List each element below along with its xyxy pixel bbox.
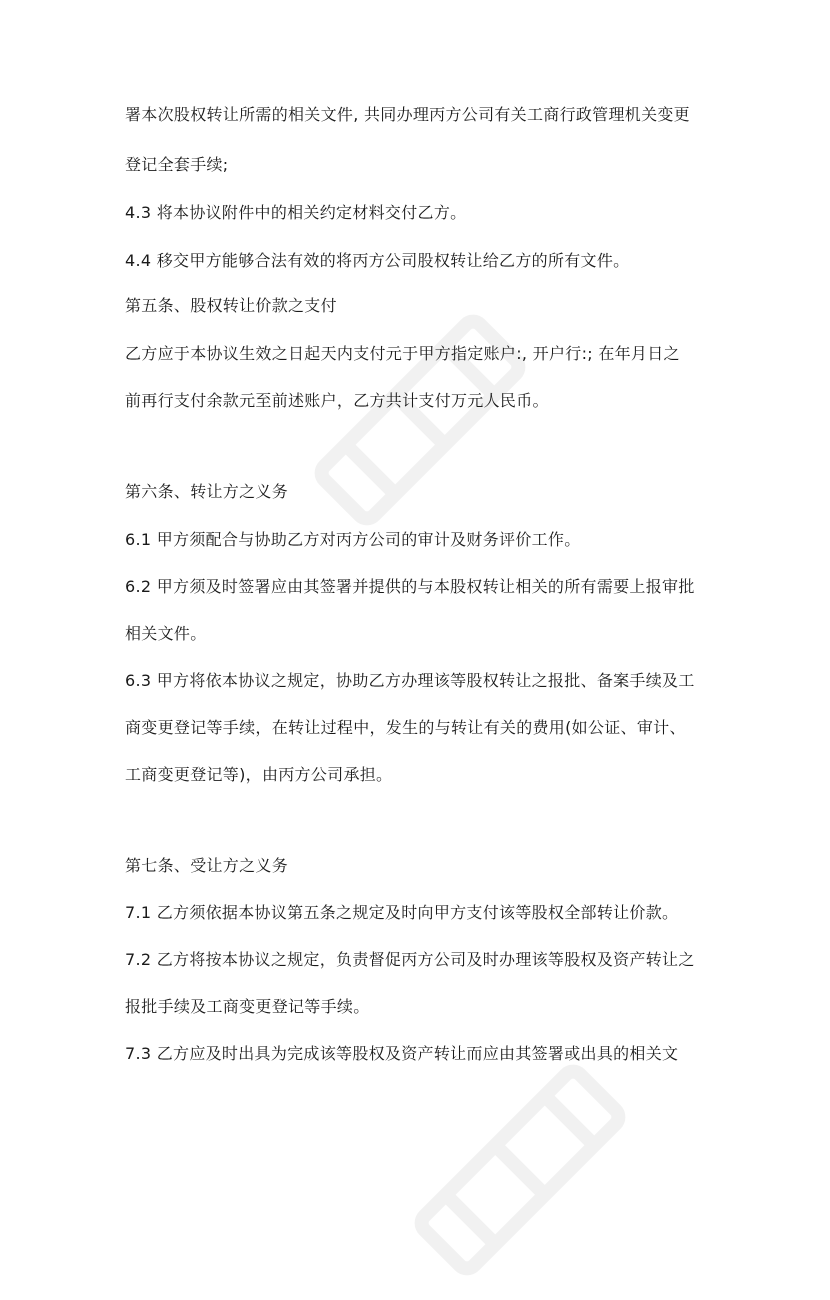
list-item-7-1: 7.1 乙方须依据本协议第五条之规定及时向甲方支付该等股权全部转让价款。 xyxy=(125,903,679,922)
section-heading-6: 第六条、转让方之义务 xyxy=(125,482,289,501)
body-text-line: 前再行支付余款元至前述账户，乙方共计支付万元人民币。 xyxy=(125,391,549,410)
body-text-line: 乙方应于本协议生效之日起天内支付元于甲方指定账户:, 开户行:; 在年月日之 xyxy=(125,344,680,363)
list-item-7-2: 7.2 乙方将按本协议之规定，负责督促丙方公司及时办理该等股权及资产转让之 xyxy=(125,950,695,969)
watermark-logo-icon xyxy=(290,290,550,550)
body-text-line: 报批手续及工商变更登记等手续。 xyxy=(125,997,370,1016)
section-heading-5: 第五条、股权转让价款之支付 xyxy=(125,296,337,315)
list-item-4-4: 4.4 移交甲方能够合法有效的将丙方公司股权转让给乙方的所有文件。 xyxy=(125,251,630,270)
body-text-line: 登记全套手续; xyxy=(125,155,229,174)
body-text-line: 工商变更登记等)，由丙方公司承担。 xyxy=(125,765,393,784)
list-item-6-3: 6.3 甲方将依本协议之规定，协助乙方办理该等股权转让之报批、备案手续及工 xyxy=(125,671,695,690)
list-item-7-3: 7.3 乙方应及时出具为完成该等股权及资产转让而应由其签署或出具的相关文 xyxy=(125,1044,679,1063)
list-item-4-3: 4.3 将本协议附件中的相关约定材料交付乙方。 xyxy=(125,203,467,222)
body-text-line: 商变更登记等手续，在转让过程中，发生的与转让有关的费用(如公证、审计、 xyxy=(125,718,686,737)
body-text-line: 署本次股权转让所需的相关文件, 共同办理丙方公司有关工商行政管理机关变更 xyxy=(125,105,690,124)
list-item-6-2: 6.2 甲方须及时签署应由其签署并提供的与本股权转让相关的所有需要上报审批 xyxy=(125,577,695,596)
body-text-line: 相关文件。 xyxy=(125,624,207,643)
watermark-logo-icon xyxy=(390,1040,650,1300)
list-item-6-1: 6.1 甲方须配合与协助乙方对丙方公司的审计及财务评价工作。 xyxy=(125,530,581,549)
section-heading-7: 第七条、受让方之义务 xyxy=(125,856,289,875)
